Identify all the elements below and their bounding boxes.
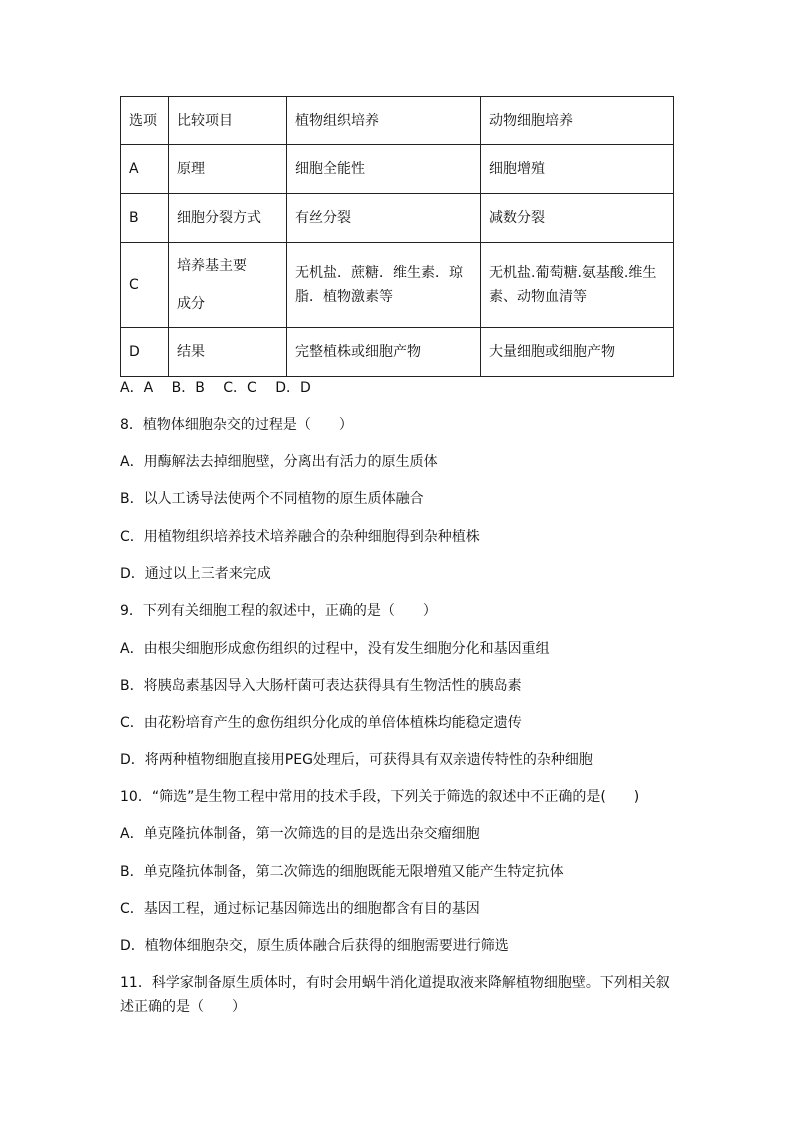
q8-stem: 8．植物体细胞杂交的过程是（ ） xyxy=(120,417,353,433)
option-cell: A xyxy=(121,145,169,194)
q10-option-b: B．单克隆抗体制备，第二次筛选的细胞既能无限增殖又能产生特定抗体 xyxy=(120,864,564,880)
q9-option-a: A．由根尖细胞形成愈伤组织的过程中，没有发生细胞分化和基因重组 xyxy=(120,641,550,657)
q8-option-b: B．以人工诱导法使两个不同植物的原生质体融合 xyxy=(120,491,424,507)
q9-option-b: B．将胰岛素基因导入大肠杆菌可表达获得具有生物活性的胰岛素 xyxy=(120,678,522,694)
table-row xyxy=(121,243,674,328)
option-cell: C xyxy=(121,243,169,328)
q10-option-a: A．单克隆抗体制备，第一次筛选的目的是选出杂交瘤细胞 xyxy=(120,826,480,842)
q8-option-a: A．用酶解法去掉细胞壁，分离出有活力的原生质体 xyxy=(120,454,438,470)
option-cell: B xyxy=(121,194,169,243)
animal-cell: 减数分裂 xyxy=(481,194,674,243)
plant-cell: 完整植株或细胞产物 xyxy=(287,328,481,377)
item-cell xyxy=(169,243,287,328)
item-cell-line: 培养基主要 xyxy=(177,258,247,274)
table-row xyxy=(121,145,674,194)
plant-cell: 无机盐．蔗糖．维生素．琼脂．植物激素等 xyxy=(287,243,481,328)
q9-option-c: C．由花粉培育产生的愈伤组织分化成的单倍体植株均能稳定遗传 xyxy=(120,715,522,731)
q9-option-d: D．将两种植物细胞直接用PEG处理后，可获得具有双亲遗传特性的杂种细胞 xyxy=(120,752,593,768)
q9-stem: 9．下列有关细胞工程的叙述中，正确的是（ ） xyxy=(120,603,437,619)
table-header-row xyxy=(121,97,674,145)
item-cell: 结果 xyxy=(169,328,287,377)
table-header-cell: 动物细胞培养 xyxy=(481,97,674,145)
item-cell: 原理 xyxy=(169,145,287,194)
option-cell: D xyxy=(121,328,169,377)
q11-stem: 11．科学家制备原生质体时，有时会用蜗牛消化道提取液来降解植物细胞壁。下列相关叙述正确的是（ ） xyxy=(120,975,670,1015)
q10-option-c: C．基因工程，通过标记基因筛选出的细胞都含有目的基因 xyxy=(120,901,480,917)
table-header-cell: 比较项目 xyxy=(169,97,287,145)
animal-cell: 大量细胞或细胞产物 xyxy=(481,328,674,377)
q8-option-c: C．用植物组织培养技术培养融合的杂种细胞得到杂种植株 xyxy=(120,529,480,545)
item-cell: 细胞分裂方式 xyxy=(169,194,287,243)
item-cell-line: 成分 xyxy=(177,296,205,312)
plant-cell: 细胞全能性 xyxy=(287,145,481,194)
table-row xyxy=(121,194,674,243)
q10-option-d: D．植物体细胞杂交，原生质体融合后获得的细胞需要进行筛选 xyxy=(120,938,509,954)
plant-cell: 有丝分裂 xyxy=(287,194,481,243)
q10-stem: 10．“筛选”是生物工程中常用的技术手段，下列关于筛选的叙述中不正确的是( ) xyxy=(120,789,640,805)
q8-option-d: D．通过以上三者来完成 xyxy=(120,566,271,582)
table-header-cell: 植物组织培养 xyxy=(287,97,481,145)
comparison-table xyxy=(120,96,674,377)
table-row xyxy=(121,328,674,377)
q7-choices: A．A B．B C．C D．D xyxy=(120,380,311,396)
table-header-cell: 选项 xyxy=(121,97,169,145)
animal-cell: 细胞增殖 xyxy=(481,145,674,194)
animal-cell: 无机盐.葡萄糖.氨基酸.维生素、动物血清等 xyxy=(481,243,674,328)
